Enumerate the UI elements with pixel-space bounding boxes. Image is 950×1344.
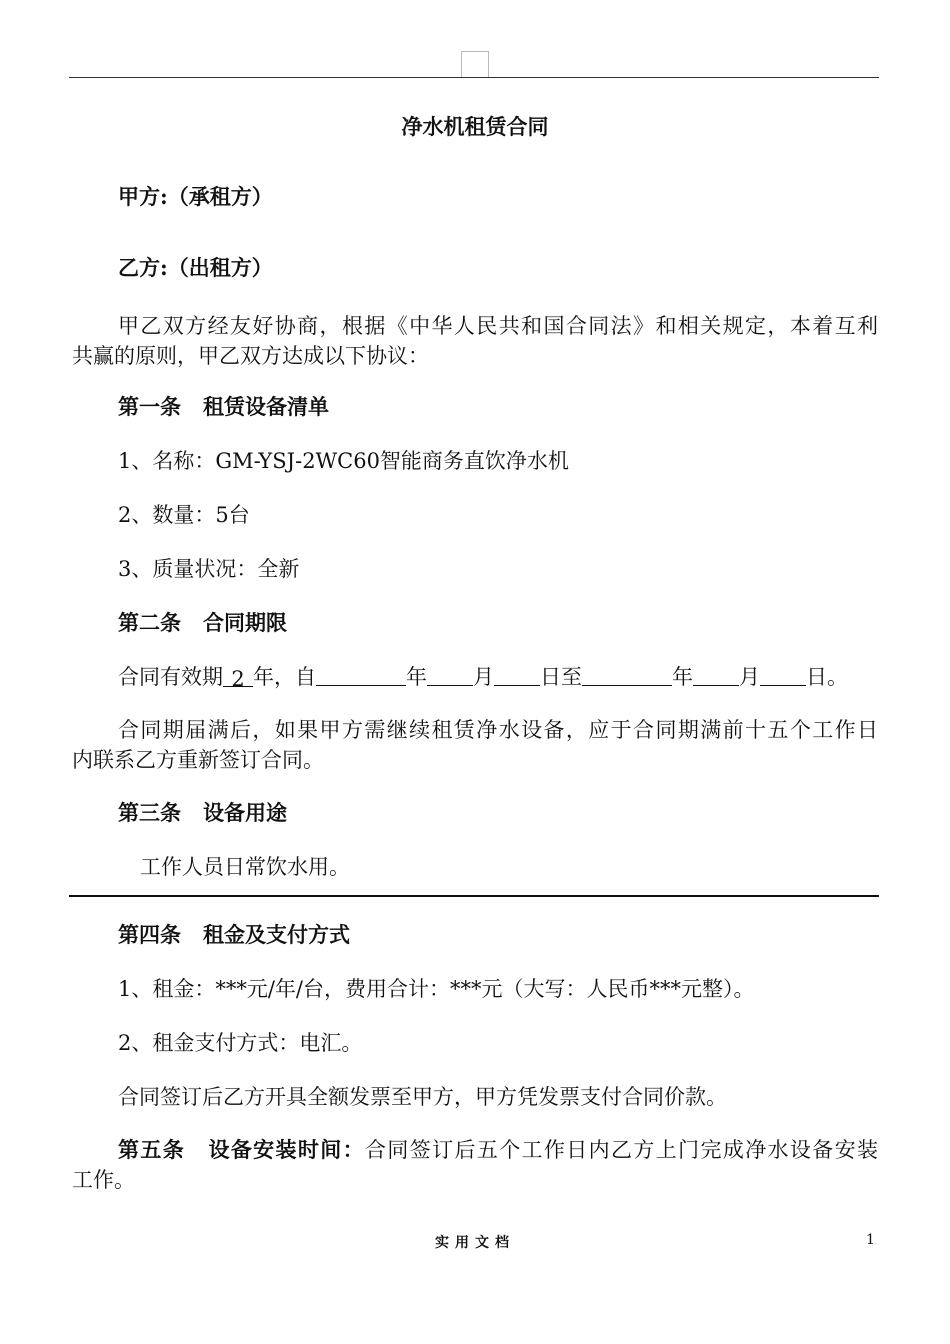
renew-line-1: 合同期届满后，如果甲方需继续租赁净水设备，应于合同期满前十五个工作日 — [118, 718, 878, 742]
article-4-heading — [72, 920, 878, 950]
term-line — [72, 662, 878, 692]
article-1-item: 3、质量状况：全新 — [118, 557, 300, 581]
start-year-blank[interactable] — [316, 663, 406, 686]
end-day-blank[interactable] — [760, 663, 806, 686]
page-break-rule — [69, 895, 879, 897]
term-label: 日。 — [806, 665, 848, 689]
page-number: 1 — [866, 1232, 875, 1248]
term-years-field[interactable]: 2 — [223, 664, 253, 687]
footer-label: 实用文档 — [435, 1235, 515, 1251]
intro-line-2: 共赢的原则，甲乙双方达成以下协议： — [72, 344, 429, 368]
article-5-line-2: 工作。 — [72, 1168, 135, 1192]
article-1-item: 1、名称：GM-YSJ-2WC60智能商务直饮净水机 — [118, 449, 569, 473]
term-prefix: 合同有效期 — [118, 665, 223, 689]
article-1-heading — [72, 392, 878, 422]
article-2-heading — [72, 608, 878, 638]
article-number: 第四条 — [118, 922, 181, 947]
term-label: 月 — [739, 665, 760, 689]
invoice-text: 合同签订后乙方开具全额发票至甲方，甲方凭发票支付合同价款。 — [118, 1085, 727, 1109]
article-3-heading — [72, 798, 878, 828]
rent-text: 1、租金：***元/年/台，费用合计：***元（大写：人民币***元整）。 — [118, 977, 755, 1001]
article-title: 租金及支付方式 — [203, 922, 350, 947]
start-day-blank[interactable] — [494, 663, 540, 686]
party-a: 甲方:（承租方） — [118, 184, 273, 209]
article-title: 设备用途 — [203, 800, 287, 825]
intro-line-1: 甲乙双方经友好协商，根据《中华人民共和国合同法》和相关规定，本着互利 — [118, 314, 878, 338]
payment-text: 2、租金支付方式：电汇。 — [118, 1031, 363, 1055]
article-title: 设备安装时间： — [207, 1137, 366, 1162]
header-tab-box — [461, 51, 489, 78]
term-label: 月 — [473, 665, 494, 689]
term-label: 年 — [672, 665, 693, 689]
term-label: 年，自 — [253, 665, 316, 689]
article-5-line-1 — [72, 1135, 878, 1165]
article-1-item: 2、数量：5台 — [118, 503, 250, 527]
usage-text: 工作人员日常饮水用。 — [140, 855, 350, 879]
article-title: 租赁设备清单 — [203, 394, 329, 419]
end-month-blank[interactable] — [693, 663, 739, 686]
article-number: 第五条 — [118, 1137, 186, 1162]
article-number: 第二条 — [118, 610, 181, 635]
document-title: 净水机租赁合同 — [401, 114, 549, 139]
party-b: 乙方:（出租方） — [118, 255, 273, 280]
start-month-blank[interactable] — [427, 663, 473, 686]
article-number: 第一条 — [118, 394, 181, 419]
article-title: 合同期限 — [203, 610, 287, 635]
end-year-blank[interactable] — [582, 663, 672, 686]
renew-line-2: 内联系乙方重新签订合同。 — [72, 748, 324, 772]
article-5-text: 合同签订后五个工作日内乙方上门完成净水设备安装 — [365, 1138, 879, 1162]
article-number: 第三条 — [118, 800, 181, 825]
term-label: 年 — [406, 665, 427, 689]
term-label: 日至 — [540, 665, 582, 689]
header-rule — [69, 77, 879, 78]
